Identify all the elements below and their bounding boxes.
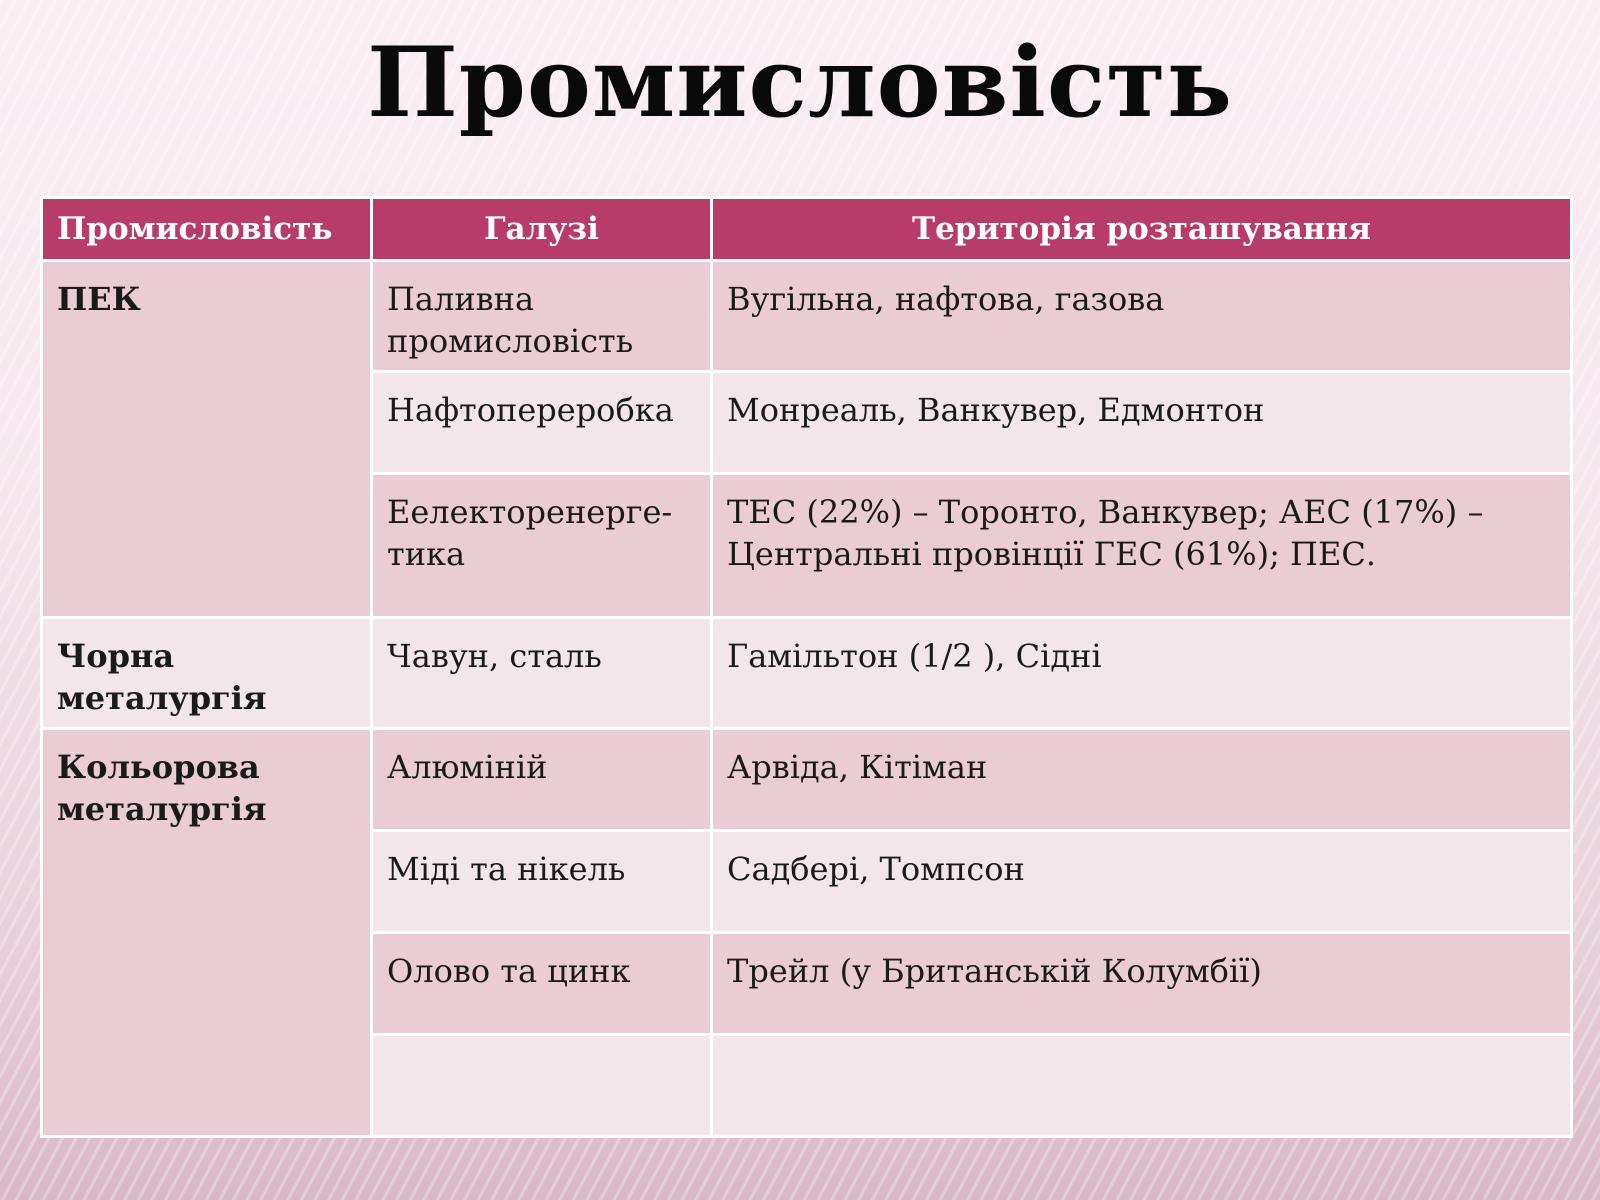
location-cell: Садбері, Томпсон — [712, 831, 1572, 933]
branch-cell — [372, 1035, 712, 1137]
industry-cell: ПЕК — [42, 261, 372, 618]
page-title: Промисловість — [367, 26, 1233, 139]
branch-cell: Олово та цинк — [372, 933, 712, 1035]
branch-cell: Алюміній — [372, 729, 712, 831]
table-row — [42, 729, 1572, 831]
industry-table — [40, 196, 1573, 1138]
branch-cell: Міді та нікель — [372, 831, 712, 933]
location-cell: ТЕС (22%) – Торонто, Ванкувер; АЕС (17%) – Центральні провінції ГЕС (61%); ПЕС. — [712, 474, 1572, 618]
header-industry: Промисловість — [42, 198, 372, 261]
location-cell: Арвіда, Кітіман — [712, 729, 1572, 831]
table-row — [42, 261, 1572, 372]
branch-cell: Чавун, сталь — [372, 618, 712, 729]
location-cell: Трейл (у Британській Колумбії) — [712, 933, 1572, 1035]
table-row — [42, 618, 1572, 729]
branch-cell: Нафтопереробка — [372, 372, 712, 474]
location-cell: Монреаль, Ванкувер, Едмонтон — [712, 372, 1572, 474]
table-header-row — [42, 198, 1572, 261]
location-cell: Гамільтон (1/2 ), Сідні — [712, 618, 1572, 729]
header-branches: Галузі — [372, 198, 712, 261]
location-cell: Вугільна, нафтова, газова — [712, 261, 1572, 372]
branch-cell: Паливна промисловість — [372, 261, 712, 372]
header-location: Територія розташування — [712, 198, 1572, 261]
branch-cell: Еелекторенерге-тика — [372, 474, 712, 618]
industry-cell: Чорна металургія — [42, 618, 372, 729]
location-cell — [712, 1035, 1572, 1137]
industry-cell: Кольорова металургія — [42, 729, 372, 1137]
